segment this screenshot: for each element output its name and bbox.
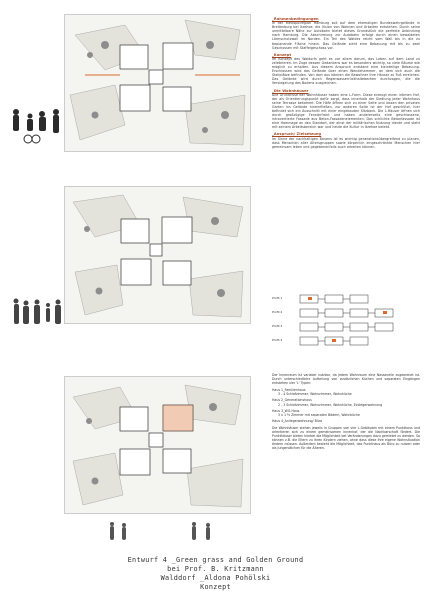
type-name: Haus 3_WG-Haus bbox=[272, 408, 300, 413]
lower-text bbox=[272, 373, 420, 451]
profile-label: Profil 2 bbox=[272, 310, 283, 314]
type-desc: 3 - 4 Schlafzimmer, Wohnzimmer, Wohnküche bbox=[278, 392, 352, 397]
people-group-3 bbox=[104, 520, 224, 544]
people-group-2 bbox=[10, 296, 68, 334]
profile-diagram bbox=[270, 291, 420, 358]
profile-label: Profil 4 bbox=[272, 338, 283, 342]
site-plan-2-drawing bbox=[65, 187, 250, 323]
site-plan-1-drawing bbox=[65, 15, 250, 151]
type-name: Haus 4_Anliegerwohnung/ Büro bbox=[272, 418, 323, 423]
text-column bbox=[272, 14, 420, 149]
type-list bbox=[272, 388, 420, 423]
section-text: Alle Grundrisse der Wohnhäuser haben eine L-Form. Diese erzeugt einen intimen Hof, der als Orientierungspunkt dafür sorgt, dass innerhalb der Siedlung jeder Wohnhaus seine Terrasse bekommt. Die Höfe öffnen sich zu einer Seite und lassen den privaten Garten ins Gelände hineinfließen, zur anderen Seite ist der Hof geschützt, hier befindet sich ein Ausschnitt mit einer eingebauten Sitzbank. Die L-Häuser öffnen sich durch großzügige Fensterfront und haben andererseits eine geschlossene, introvertierte Fassade aus Beton-Fassadenelementen. Das schlichte Betonfassade ist eine Hommage an den Standort, der einst der militärischen Nutzung diente und steht mit seinem Arbeitsbereich war und heute die Kultur in Itzehoe belebt. bbox=[272, 92, 420, 130]
section-text: Im Sinne der nachhaltigen Bauens ist es wichtig generationsübergreifend zu planen, dass Menschen aller Altersgruppen sowie körperlich eingeschränkte Menschen hier gemeinsam leben und gegebenenfalls auch arbeiten können. bbox=[272, 136, 420, 149]
people-group-1 bbox=[8, 106, 68, 146]
type-name: Haus 2_Generationshaus bbox=[272, 398, 312, 403]
footer bbox=[0, 556, 431, 592]
footer-subtitle: Konzept bbox=[200, 583, 231, 591]
section-title: _Anspruch/ Zielsetzung bbox=[272, 132, 322, 137]
site-plan-2 bbox=[64, 186, 251, 324]
closing-text: Die Wohnhäuser stehen jeweils in Gruppen von vier L-Gebäuden mit einem Punkthaus und orientieren sich zu einem gemeinsamen innenhof, der die Nachbarschaft fördert. Die Punkthäuser bieten hierbei die Möglichkeit bei Veränderungen dazu gemietet zu werden. So können z.B. die Eltern zu ihren Kindern ziehen, ohne dass diese ihre eigene Wohnsituation ändern müssen. Außerdem besteht die Möglichkeit, das Punkthaus als Büro zu nutzen oder als Jungendlichen für die Älteren. bbox=[272, 425, 420, 451]
footer-professor: bei Prof. B. Kritzmann bbox=[167, 565, 264, 573]
section-title: _Rahmenbedingungen bbox=[272, 17, 319, 21]
site-plan-3-drawing bbox=[65, 377, 250, 513]
section-title: _Die Wohnhäuser bbox=[272, 88, 309, 93]
section-text: In der Metropolregion Hamburg soll auf dem ehemaligen Bundeswehrgelände in Breitenburg bei Itzehoe, die Vision von Wohnen und Arbeiten entstehen. Durch seine unmittelbare Nähe zur Autobahn bietet dieses Grundstück die perfekte Anbindung nach Hamburg. Die Abschirmung zur Autobahn erfolgt durch einen bewaldeten Lärmschutzwall im Norden. Ein Teil des Waldes reicht vom Wall bis in die zu beplanende Fläche hinein. Das Gelände sieht eine Bebauung mit bis zu zwei Geschossen mit Staffelgeschoss vor. bbox=[272, 21, 420, 50]
footer-author: Walddorf _Aldona Pohölski bbox=[160, 574, 271, 582]
type-desc: 2 - 3 Schlafzimmer, Wohnzimmer, Wohnküche, Einliegerwohnung bbox=[278, 402, 383, 407]
site-plan-3 bbox=[64, 376, 251, 514]
section-title: _Konzept bbox=[272, 52, 292, 57]
intro-text: Der Innenraum ist variabel nutzbar, da jedem Wohnraum eine Nassecelle zugeordnet ist. Durch unterschiedliche Aufteilung von zusätzlichen Küchen und separaten Eingängen entstehen vier 'L' Typen: bbox=[272, 373, 420, 386]
type-desc: 3 x 1 ½ Zimmer mit separaten Bädern, Wohnküche bbox=[278, 412, 360, 417]
type-name: Haus 1_Familienhaus bbox=[272, 388, 306, 393]
site-plan-1 bbox=[64, 14, 251, 152]
section-text: Im Konzept des Waldorfs geht es vor allem darum, das Leben auf dem Land zu zelebrieren. Im Zuge dessen Gedankens war es besonders wichtig, so viele Bäume wie möglich zu erhalten. Aus diesem Anspruch entstand eine kleinteilige Bebauung. Erschlossen wird das Gelände über einen Wendehammer, an dem sich auch die Stellplätze befinden. Von dort aus können die Bewohner ihre Häuser zu Fuß erreichen. Das Gelände wird durch Regenwasserrückhaltebecken durchzogen, die die Versiegelung des Bodens ausgleichen. bbox=[272, 56, 420, 86]
profile-label: Profil 3 bbox=[272, 324, 283, 328]
footer-title: Entwurf 4 _Green grass and Golden Ground bbox=[127, 556, 304, 564]
profile-label: Profil 1 bbox=[272, 296, 283, 300]
